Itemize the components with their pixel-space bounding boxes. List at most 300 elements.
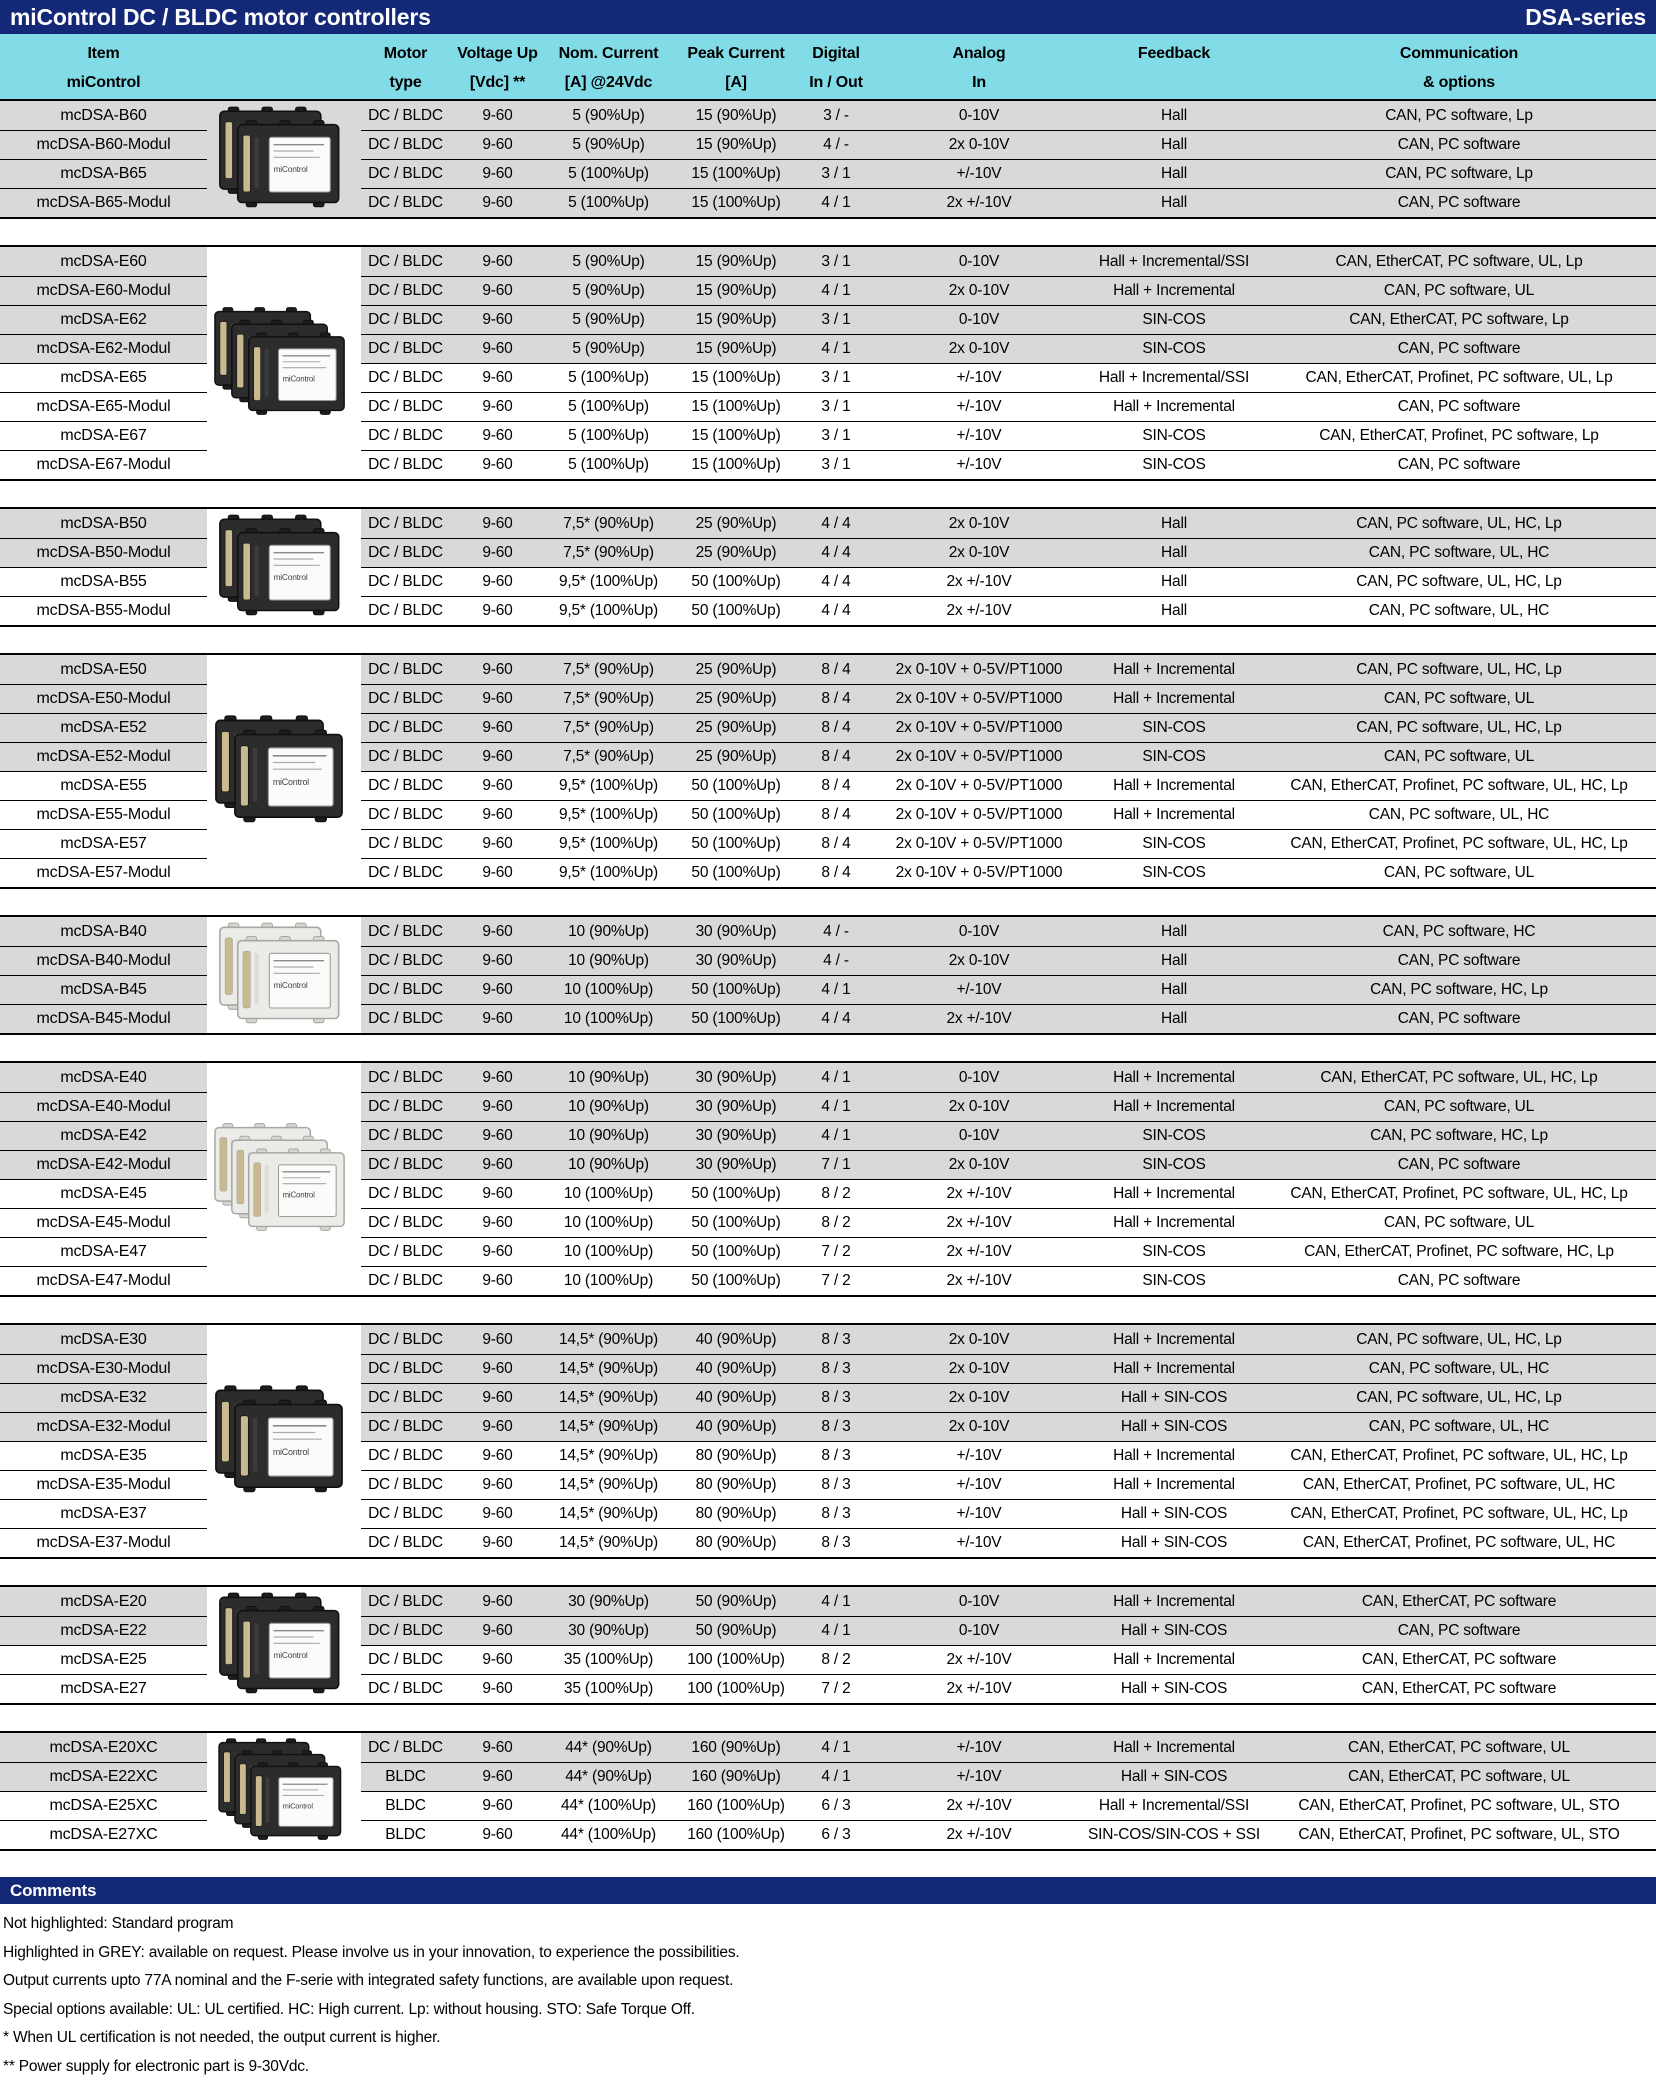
cell-analog: 0-10V (872, 1063, 1086, 1092)
cell-dio: 4 / 1 (800, 975, 872, 1004)
cell-dio: 8 / 3 (800, 1412, 872, 1441)
cell-comm: CAN, PC software, UL (1262, 858, 1656, 887)
cell-item: mcDSA-E45 (0, 1179, 207, 1208)
cell-feedback: Hall + Incremental (1086, 1470, 1262, 1499)
cell-nom: 9,5* (100%Up) (545, 829, 672, 858)
cell-dio: 6 / 3 (800, 1820, 872, 1849)
cell-peak: 40 (90%Up) (672, 1383, 800, 1412)
cell-feedback: Hall + SIN-COS (1086, 1499, 1262, 1528)
cell-dio: 4 / 1 (800, 276, 872, 305)
cell-voltage: 9-60 (450, 392, 545, 421)
cell-item: mcDSA-E60-Modul (0, 276, 207, 305)
cell-comm: CAN, EtherCAT, Profinet, PC software, UL, HC, Lp (1262, 771, 1656, 800)
cell-comm: CAN, PC software, HC, Lp (1262, 1121, 1656, 1150)
cell-peak: 50 (100%Up) (672, 1208, 800, 1237)
cell-nom: 10 (100%Up) (545, 1004, 672, 1033)
cell-analog: 2x 0-10V (872, 1383, 1086, 1412)
cell-comm: CAN, PC software, UL, HC (1262, 1354, 1656, 1383)
cell-peak: 50 (100%Up) (672, 858, 800, 887)
cell-voltage: 9-60 (450, 1121, 545, 1150)
cell-feedback: Hall (1086, 1004, 1262, 1033)
cell-nom: 44* (100%Up) (545, 1820, 672, 1849)
series-label: DSA-series (1525, 4, 1656, 31)
cell-comm: CAN, PC software, UL (1262, 684, 1656, 713)
cell-voltage: 9-60 (450, 1645, 545, 1674)
cell-comm: CAN, EtherCAT, Profinet, PC software, HC, Lp (1262, 1237, 1656, 1266)
cell-peak: 40 (90%Up) (672, 1325, 800, 1354)
cell-motor: DC / BLDC (361, 1092, 450, 1121)
cell-dio: 8 / 3 (800, 1325, 872, 1354)
cell-analog: 2x 0-10V (872, 538, 1086, 567)
cell-item: mcDSA-B60-Modul (0, 130, 207, 159)
cell-analog: +/-10V (872, 1528, 1086, 1557)
cell-nom: 10 (90%Up) (545, 1092, 672, 1121)
cell-motor: DC / BLDC (361, 771, 450, 800)
cell-dio: 8 / 4 (800, 771, 872, 800)
cell-nom: 9,5* (100%Up) (545, 858, 672, 887)
cell-item: mcDSA-E57-Modul (0, 858, 207, 887)
cell-dio: 4 / 1 (800, 1762, 872, 1791)
cell-motor: DC / BLDC (361, 1004, 450, 1033)
cell-feedback: Hall + SIN-COS (1086, 1412, 1262, 1441)
cell-dio: 4 / - (800, 917, 872, 946)
cell-item: mcDSA-E32 (0, 1383, 207, 1412)
cell-item: mcDSA-B55-Modul (0, 596, 207, 625)
cell-nom: 9,5* (100%Up) (545, 771, 672, 800)
cell-dio: 8 / 3 (800, 1499, 872, 1528)
cell-analog: 2x +/-10V (872, 1237, 1086, 1266)
comment-line-1: Not highlighted: Standard program (3, 1910, 1656, 1939)
cell-peak: 25 (90%Up) (672, 713, 800, 742)
cell-voltage: 9-60 (450, 1004, 545, 1033)
controller-table (0, 99, 1656, 1851)
cell-feedback: Hall (1086, 130, 1262, 159)
cell-item: mcDSA-E40-Modul (0, 1092, 207, 1121)
cell-peak: 50 (100%Up) (672, 596, 800, 625)
cell-voltage: 9-60 (450, 509, 545, 538)
cell-nom: 7,5* (90%Up) (545, 509, 672, 538)
cell-feedback: Hall (1086, 509, 1262, 538)
cell-voltage: 9-60 (450, 1412, 545, 1441)
cell-feedback: Hall + Incremental (1086, 1179, 1262, 1208)
cell-motor: DC / BLDC (361, 247, 450, 276)
cell-peak: 15 (90%Up) (672, 334, 800, 363)
column-header-motor (361, 34, 450, 99)
cell-dio: 8 / 4 (800, 713, 872, 742)
comment-line-2: Highlighted in GREY: available on request. Please involve us in your innovation, to experience the possibilities. (3, 1939, 1656, 1968)
cell-nom: 5 (100%Up) (545, 450, 672, 479)
cell-dio: 8 / 3 (800, 1354, 872, 1383)
cell-comm: CAN, PC software, UL, HC, Lp (1262, 509, 1656, 538)
cell-voltage: 9-60 (450, 159, 545, 188)
column-header-row (0, 34, 1656, 99)
cell-comm: CAN, EtherCAT, Profinet, PC software, UL, HC, Lp (1262, 1499, 1656, 1528)
cell-feedback: Hall + Incremental (1086, 392, 1262, 421)
controller-group-4 (0, 915, 1656, 1035)
cell-voltage: 9-60 (450, 450, 545, 479)
cell-nom: 5 (90%Up) (545, 334, 672, 363)
cell-peak: 160 (90%Up) (672, 1762, 800, 1791)
cell-peak: 15 (100%Up) (672, 421, 800, 450)
cell-peak: 15 (90%Up) (672, 247, 800, 276)
cell-nom: 14,5* (90%Up) (545, 1441, 672, 1470)
cell-voltage: 9-60 (450, 276, 545, 305)
cell-item: mcDSA-E35-Modul (0, 1470, 207, 1499)
cell-nom: 14,5* (90%Up) (545, 1528, 672, 1557)
cell-feedback: Hall + Incremental (1086, 655, 1262, 684)
column-header-communication (1262, 34, 1656, 99)
cell-comm: CAN, EtherCAT, PC software, UL, Lp (1262, 247, 1656, 276)
cell-comm: CAN, PC software, UL, HC, Lp (1262, 1383, 1656, 1412)
comment-line-5: * When UL certification is not needed, the output current is higher. (3, 2024, 1656, 2053)
cell-voltage: 9-60 (450, 188, 545, 217)
cell-voltage: 9-60 (450, 1441, 545, 1470)
cell-nom: 9,5* (100%Up) (545, 567, 672, 596)
cell-dio: 8 / 2 (800, 1179, 872, 1208)
cell-motor: DC / BLDC (361, 1325, 450, 1354)
comments-title: Comments (0, 1881, 96, 1901)
cell-voltage: 9-60 (450, 1528, 545, 1557)
cell-voltage: 9-60 (450, 713, 545, 742)
cell-analog: +/-10V (872, 421, 1086, 450)
cell-motor: DC / BLDC (361, 1150, 450, 1179)
cell-dio: 3 / 1 (800, 450, 872, 479)
cell-voltage: 9-60 (450, 917, 545, 946)
cell-analog: 0-10V (872, 1616, 1086, 1645)
cell-peak: 25 (90%Up) (672, 655, 800, 684)
cell-item: mcDSA-E30-Modul (0, 1354, 207, 1383)
cell-item: mcDSA-E30 (0, 1325, 207, 1354)
cell-nom: 5 (90%Up) (545, 276, 672, 305)
cell-comm: CAN, EtherCAT, Profinet, PC software, UL, HC, Lp (1262, 829, 1656, 858)
cell-dio: 3 / - (800, 101, 872, 130)
cell-dio: 8 / 2 (800, 1645, 872, 1674)
cell-comm: CAN, PC software, UL, HC (1262, 538, 1656, 567)
cell-nom: 7,5* (90%Up) (545, 742, 672, 771)
cell-analog: 0-10V (872, 1587, 1086, 1616)
column-header-voltage-up (450, 34, 545, 99)
cell-peak: 30 (90%Up) (672, 917, 800, 946)
cell-dio: 3 / 1 (800, 247, 872, 276)
cell-feedback: Hall + Incremental (1086, 1354, 1262, 1383)
cell-dio: 3 / 1 (800, 159, 872, 188)
column-header-label: In (972, 68, 986, 97)
cell-feedback: SIN-COS (1086, 1237, 1262, 1266)
column-header-label: Voltage Up (457, 39, 537, 68)
cell-nom: 7,5* (90%Up) (545, 713, 672, 742)
cell-comm: CAN, PC software, UL, HC (1262, 800, 1656, 829)
cell-item: mcDSA-B50 (0, 509, 207, 538)
cell-comm: CAN, EtherCAT, PC software, UL, HC, Lp (1262, 1063, 1656, 1092)
cell-motor: BLDC (361, 1820, 450, 1849)
cell-analog: 2x 0-10V (872, 509, 1086, 538)
cell-analog: +/-10V (872, 1733, 1086, 1762)
cell-item: mcDSA-E62-Modul (0, 334, 207, 363)
cell-nom: 35 (100%Up) (545, 1645, 672, 1674)
cell-dio: 7 / 2 (800, 1237, 872, 1266)
cell-voltage: 9-60 (450, 247, 545, 276)
column-header-item (0, 34, 207, 99)
cell-voltage: 9-60 (450, 421, 545, 450)
cell-comm: CAN, EtherCAT, Profinet, PC software, UL, HC, Lp (1262, 1179, 1656, 1208)
cell-dio: 4 / 1 (800, 334, 872, 363)
cell-analog: +/-10V (872, 1762, 1086, 1791)
title-bar (0, 0, 1656, 34)
cell-feedback: Hall (1086, 567, 1262, 596)
cell-item: mcDSA-E20XC (0, 1733, 207, 1762)
cell-dio: 7 / 2 (800, 1266, 872, 1295)
cell-feedback: SIN-COS (1086, 858, 1262, 887)
cell-comm: CAN, PC software, UL, HC, Lp (1262, 567, 1656, 596)
cell-voltage: 9-60 (450, 1820, 545, 1849)
comment-line-4: Special options available: UL: UL certified. HC: High current. Lp: without housing. STO: Safe Torque Off. (3, 1996, 1656, 2025)
cell-voltage: 9-60 (450, 1325, 545, 1354)
comment-line-3: Output currents upto 77A nominal and the F-serie with integrated safety functions, are available upon request. (3, 1967, 1656, 1996)
cell-item: mcDSA-E27 (0, 1674, 207, 1703)
cell-feedback: SIN-COS (1086, 713, 1262, 742)
cell-analog: 2x 0-10V (872, 1412, 1086, 1441)
cell-feedback: Hall + Incremental (1086, 684, 1262, 713)
cell-feedback: SIN-COS/SIN-COS + SSI (1086, 1820, 1262, 1849)
cell-dio: 4 / 1 (800, 1616, 872, 1645)
cell-nom: 10 (90%Up) (545, 1121, 672, 1150)
cell-nom: 10 (100%Up) (545, 1208, 672, 1237)
column-header-label: Peak Current (687, 39, 784, 68)
cell-comm: CAN, EtherCAT, PC software (1262, 1587, 1656, 1616)
page-title: miControl DC / BLDC motor controllers (0, 4, 431, 31)
cell-peak: 50 (90%Up) (672, 1616, 800, 1645)
cell-item: mcDSA-E50-Modul (0, 684, 207, 713)
cell-voltage: 9-60 (450, 1092, 545, 1121)
cell-motor: DC / BLDC (361, 800, 450, 829)
cell-item: mcDSA-E50 (0, 655, 207, 684)
cell-feedback: Hall (1086, 917, 1262, 946)
cell-nom: 5 (100%Up) (545, 159, 672, 188)
cell-dio: 7 / 1 (800, 1150, 872, 1179)
controller-group-6 (0, 1323, 1656, 1559)
controller-group-5 (0, 1061, 1656, 1297)
controller-group-1 (0, 245, 1656, 481)
cell-nom: 5 (100%Up) (545, 421, 672, 450)
column-header-peak-current (672, 34, 800, 99)
cell-voltage: 9-60 (450, 596, 545, 625)
cell-peak: 50 (100%Up) (672, 1004, 800, 1033)
column-header-label: type (389, 68, 421, 97)
cell-motor: DC / BLDC (361, 188, 450, 217)
cell-analog: 2x +/-10V (872, 567, 1086, 596)
cell-feedback: SIN-COS (1086, 1121, 1262, 1150)
cell-nom: 10 (90%Up) (545, 917, 672, 946)
cell-motor: DC / BLDC (361, 1383, 450, 1412)
cell-analog: 2x +/-10V (872, 1004, 1086, 1033)
cell-feedback: Hall (1086, 946, 1262, 975)
cell-comm: CAN, EtherCAT, PC software, UL (1262, 1762, 1656, 1791)
cell-dio: 4 / 4 (800, 596, 872, 625)
cell-nom: 7,5* (90%Up) (545, 655, 672, 684)
cell-item: mcDSA-B55 (0, 567, 207, 596)
cell-comm: CAN, PC software, UL, HC (1262, 596, 1656, 625)
product-photo (207, 1325, 361, 1557)
cell-item: mcDSA-B40-Modul (0, 946, 207, 975)
cell-peak: 50 (100%Up) (672, 975, 800, 1004)
cell-feedback: Hall (1086, 188, 1262, 217)
cell-dio: 3 / 1 (800, 421, 872, 450)
cell-feedback: Hall (1086, 101, 1262, 130)
cell-nom: 10 (90%Up) (545, 946, 672, 975)
svg-text:miControl: miControl (283, 1802, 314, 1811)
cell-motor: DC / BLDC (361, 1733, 450, 1762)
product-photo (207, 1587, 361, 1703)
cell-peak: 15 (90%Up) (672, 305, 800, 334)
cell-analog: +/-10V (872, 450, 1086, 479)
cell-comm: CAN, PC software, HC (1262, 917, 1656, 946)
svg-text:miControl: miControl (273, 164, 307, 174)
cell-dio: 3 / 1 (800, 363, 872, 392)
cell-analog: 2x 0-10V + 0-5V/PT1000 (872, 684, 1086, 713)
cell-motor: DC / BLDC (361, 1499, 450, 1528)
cell-peak: 50 (100%Up) (672, 1179, 800, 1208)
cell-nom: 44* (90%Up) (545, 1762, 672, 1791)
cell-item: mcDSA-B50-Modul (0, 538, 207, 567)
cell-analog: 2x 0-10V (872, 1092, 1086, 1121)
cell-voltage: 9-60 (450, 1616, 545, 1645)
cell-motor: DC / BLDC (361, 101, 450, 130)
cell-item: mcDSA-E65-Modul (0, 392, 207, 421)
cell-comm: CAN, PC software (1262, 392, 1656, 421)
svg-text:miControl: miControl (273, 572, 307, 582)
cell-dio: 7 / 2 (800, 1674, 872, 1703)
cell-peak: 40 (90%Up) (672, 1354, 800, 1383)
cell-item: mcDSA-E27XC (0, 1820, 207, 1849)
cell-analog: +/-10V (872, 1470, 1086, 1499)
cell-nom: 35 (100%Up) (545, 1674, 672, 1703)
cell-analog: 0-10V (872, 247, 1086, 276)
cell-voltage: 9-60 (450, 771, 545, 800)
cell-analog: +/-10V (872, 363, 1086, 392)
cell-motor: DC / BLDC (361, 509, 450, 538)
comments-section (0, 1904, 1656, 2081)
cell-feedback: Hall + SIN-COS (1086, 1383, 1262, 1412)
cell-motor: DC / BLDC (361, 276, 450, 305)
cell-analog: 2x +/-10V (872, 1645, 1086, 1674)
cell-voltage: 9-60 (450, 858, 545, 887)
cell-analog: 2x +/-10V (872, 1820, 1086, 1849)
cell-item: mcDSA-B65 (0, 159, 207, 188)
cell-peak: 160 (90%Up) (672, 1733, 800, 1762)
cell-nom: 7,5* (90%Up) (545, 684, 672, 713)
cell-feedback: SIN-COS (1086, 450, 1262, 479)
cell-comm: CAN, PC software, UL, HC (1262, 1412, 1656, 1441)
comments-header-bar (0, 1877, 1656, 1904)
cell-comm: CAN, EtherCAT, Profinet, PC software, Lp (1262, 421, 1656, 450)
cell-nom: 10 (100%Up) (545, 1266, 672, 1295)
svg-text:miControl: miControl (273, 1447, 309, 1457)
product-photo (207, 101, 361, 217)
cell-peak: 25 (90%Up) (672, 509, 800, 538)
cell-feedback: SIN-COS (1086, 742, 1262, 771)
cell-voltage: 9-60 (450, 946, 545, 975)
cell-comm: CAN, EtherCAT, PC software, Lp (1262, 305, 1656, 334)
cell-peak: 50 (100%Up) (672, 771, 800, 800)
cell-feedback: Hall + Incremental/SSI (1086, 1791, 1262, 1820)
cell-item: mcDSA-B40 (0, 917, 207, 946)
cell-dio: 8 / 3 (800, 1470, 872, 1499)
cell-dio: 8 / 3 (800, 1441, 872, 1470)
cell-peak: 30 (90%Up) (672, 1092, 800, 1121)
cell-voltage: 9-60 (450, 1063, 545, 1092)
cell-nom: 5 (100%Up) (545, 188, 672, 217)
cell-dio: 4 / 1 (800, 1121, 872, 1150)
cell-peak: 80 (90%Up) (672, 1499, 800, 1528)
cell-voltage: 9-60 (450, 1470, 545, 1499)
cell-analog: 2x +/-10V (872, 1791, 1086, 1820)
cell-motor: DC / BLDC (361, 1645, 450, 1674)
controller-group-0 (0, 99, 1656, 219)
cell-motor: DC / BLDC (361, 334, 450, 363)
cell-motor: DC / BLDC (361, 1354, 450, 1383)
cell-peak: 15 (100%Up) (672, 450, 800, 479)
cell-feedback: Hall + Incremental (1086, 1441, 1262, 1470)
cell-motor: DC / BLDC (361, 538, 450, 567)
cell-motor: DC / BLDC (361, 742, 450, 771)
cell-peak: 30 (90%Up) (672, 946, 800, 975)
cell-motor: DC / BLDC (361, 917, 450, 946)
cell-motor: DC / BLDC (361, 159, 450, 188)
product-photo (207, 655, 361, 887)
cell-item: mcDSA-E62 (0, 305, 207, 334)
cell-voltage: 9-60 (450, 1237, 545, 1266)
cell-voltage: 9-60 (450, 1762, 545, 1791)
cell-motor: DC / BLDC (361, 858, 450, 887)
cell-comm: CAN, PC software (1262, 946, 1656, 975)
cell-feedback: Hall + Incremental (1086, 276, 1262, 305)
cell-item: mcDSA-E37 (0, 1499, 207, 1528)
column-header-nom-current (545, 34, 672, 99)
column-header-analog (872, 34, 1086, 99)
cell-nom: 9,5* (100%Up) (545, 596, 672, 625)
cell-feedback: Hall + Incremental/SSI (1086, 363, 1262, 392)
cell-analog: 2x 0-10V + 0-5V/PT1000 (872, 829, 1086, 858)
cell-analog: 2x +/-10V (872, 188, 1086, 217)
cell-dio: 4 / 4 (800, 509, 872, 538)
cell-dio: 4 / - (800, 946, 872, 975)
cell-peak: 100 (100%Up) (672, 1645, 800, 1674)
cell-nom: 5 (90%Up) (545, 305, 672, 334)
cell-analog: 0-10V (872, 101, 1086, 130)
cell-peak: 15 (100%Up) (672, 363, 800, 392)
column-header-label: [A] @24Vdc (565, 68, 652, 97)
cell-voltage: 9-60 (450, 538, 545, 567)
column-header-label: Motor (384, 39, 427, 68)
cell-voltage: 9-60 (450, 567, 545, 596)
cell-motor: DC / BLDC (361, 946, 450, 975)
column-header-digital (800, 34, 872, 99)
product-photo (207, 247, 361, 479)
cell-dio: 4 / 1 (800, 188, 872, 217)
column-header-label: miControl (67, 68, 141, 97)
cell-analog: 2x 0-10V (872, 1325, 1086, 1354)
svg-text:miControl: miControl (283, 1191, 316, 1200)
cell-comm: CAN, PC software, UL (1262, 742, 1656, 771)
cell-peak: 30 (90%Up) (672, 1121, 800, 1150)
cell-peak: 160 (100%Up) (672, 1791, 800, 1820)
cell-comm: CAN, EtherCAT, PC software (1262, 1674, 1656, 1703)
cell-analog: +/-10V (872, 1499, 1086, 1528)
cell-comm: CAN, PC software (1262, 188, 1656, 217)
cell-motor: DC / BLDC (361, 1441, 450, 1470)
cell-motor: DC / BLDC (361, 1587, 450, 1616)
cell-voltage: 9-60 (450, 684, 545, 713)
